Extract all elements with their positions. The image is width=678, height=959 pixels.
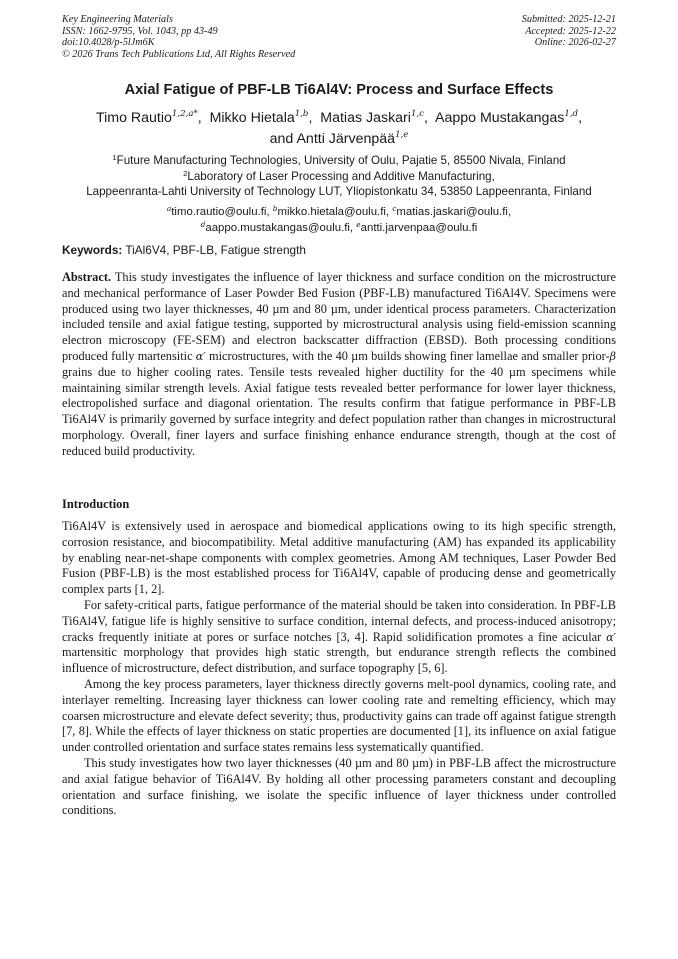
keywords-text: TiAl6V4, PBF-LB, Fatigue strength xyxy=(122,243,306,257)
author-line-1 xyxy=(62,108,616,129)
accepted-date: Accepted: 2025-12-22 xyxy=(525,25,616,37)
alpha-prime-symbol: α′ xyxy=(606,630,616,644)
doi: doi:10.4028/p-5lJm6K xyxy=(62,37,155,49)
author-list xyxy=(62,108,616,150)
email-marker: b xyxy=(272,204,278,213)
publication-info xyxy=(62,14,295,60)
abstract-text: microstructures, with the 40 µm builds showing finer lamellae and smaller prior- xyxy=(205,348,610,363)
intro-paragraph-2 xyxy=(62,598,616,677)
email-marker: d xyxy=(200,219,206,229)
keywords xyxy=(62,243,306,257)
author-affiliation-marker: 1,d xyxy=(564,109,579,119)
section-heading-introduction: Introduction xyxy=(62,497,130,511)
paragraph-text: martensitic morphology that provides high static strength, but endurance strength reflects the combined influence of microstructure, defect distribution, and surface topography [5, 6]. xyxy=(62,645,616,676)
abstract-text: This study investigates the influence of layer thickness and surface condition on the microstructure and mechanical performance of Laser Powder Bed Fusion (PBF-LB) manufactured Ti6Al4V. Specimens were produced using two layer thicknesses, 40 µm and 80 µm, under identical process parameters. Characterization included tensile and axial fatigue testing, supported by microstructural analysis using field-emission scanning electron microscopy (FE-SEM) and electron backscatter diffraction (EBSD). Both processing conditions produced fully martensitic xyxy=(62,270,616,363)
alpha-prime-symbol: α′ xyxy=(195,349,206,363)
author-emails xyxy=(40,205,638,236)
author-affiliation-marker: 1,e xyxy=(395,130,409,140)
paper-title: Axial Fatigue of PBF-LB Ti6Al4V: Process and Surface Effects xyxy=(124,82,554,98)
author-name: Timo Rautio xyxy=(95,110,172,126)
affiliation-2-continued: Lappeenranta-Lahti University of Technology LUT, Yliopistonkatu 34, 53850 Lappeenranta, Finland xyxy=(86,185,592,199)
author-name: Aappo Mustakangas xyxy=(435,110,565,126)
affiliation-text: Future Manufacturing Technologies, University of Oulu, Pajatie 5, 85500 Nivala, Finland xyxy=(116,154,566,167)
introduction-body xyxy=(62,519,616,819)
author-affiliation-marker: 1,2,a* xyxy=(171,109,198,119)
author-name: Matias Jaskari xyxy=(320,110,411,126)
intro-paragraph-4: This study investigates how two layer thicknesses (40 µm and 80 µm) in PBF-LB affect the microstructure and axial fatigue behavior of Ti6Al4V. By holding all other processing parameters constant and decoupling orientation and surface finishing, we isolate the specific influence of layer thickness under controlled conditions. xyxy=(62,755,616,818)
keywords-label: Keywords: xyxy=(62,243,123,257)
abstract-label: Abstract. xyxy=(62,270,112,284)
journal-name: Key Engineering Materials xyxy=(62,14,173,25)
author-separator: , xyxy=(423,110,435,126)
beta-symbol: β xyxy=(609,349,616,363)
email-line-1 xyxy=(40,205,638,221)
copyright-notice: © 2026 Trans Tech Publications Ltd, All Rights Reserved xyxy=(62,48,296,60)
author-separator: , xyxy=(197,110,210,126)
affiliation-2 xyxy=(40,169,638,185)
affiliation-marker: 2 xyxy=(183,168,188,178)
author-name: and Antti Järvenpää xyxy=(269,131,396,147)
issn-volume: ISSN: 1662-9795, Vol. 1043, pp 43-49 xyxy=(62,25,218,37)
author-affiliation-marker: 1,b xyxy=(294,109,309,119)
email-address: matias.jaskari@oulu.fi, xyxy=(396,206,512,218)
email-line-2 xyxy=(40,221,638,237)
affiliation-text: Laboratory of Laser Processing and Additive Manufacturing, xyxy=(187,169,495,183)
author-affiliation-marker: 1,c xyxy=(410,109,424,119)
publication-dates xyxy=(522,14,616,49)
affiliation-marker: 1 xyxy=(112,153,117,162)
email-marker: a xyxy=(166,204,172,213)
online-date: Online: 2026-02-27 xyxy=(534,37,616,49)
author-name: Mikko Hietala xyxy=(209,110,295,126)
author-separator: , xyxy=(308,110,321,126)
affiliations xyxy=(40,153,638,200)
email-address: aappo.mustakangas@oulu.fi, xyxy=(205,221,357,234)
email-address: antti.jarvenpaa@oulu.fi xyxy=(360,221,478,234)
intro-paragraph-1: Ti6Al4V is extensively used in aerospace and biomedical applications owing to its high specific strength, corrosion resistance, and biocompatibility. Metal additive manufacturing (AM) has expanded its applicability by enabling near-net-shape components with complex geometries. Among AM techniques, Laser Powder Bed Fusion (PBF-LB) is the most established process for Ti6Al4V, capable of producing dense and geometrically complex parts [1, 2]. xyxy=(62,519,616,597)
author-line-2 xyxy=(62,129,616,150)
submitted-date: Submitted: 2025-12-21 xyxy=(521,14,616,25)
abstract xyxy=(62,270,616,460)
email-address: timo.rautio@oulu.fi, xyxy=(171,206,273,218)
email-address: mikko.hietala@oulu.fi, xyxy=(277,206,393,218)
abstract-text: grains due to higher cooling rates. Tensile tests revealed higher ductility for the 40 µm specimens while maintaining similar strength levels. Axial fatigue tests revealed better performance for lower layer thickness, electropolished surface and diagonal orientation. The results confirm that fatigue performance in PBF-LB Ti6Al4V is primarily governed by surface integrity and defect population rather than changes in microstructural morphology. Overall, finer layers and surface finishing enhance endurance strength, though at the cost of reduced build productivity. xyxy=(62,364,616,458)
affiliation-1 xyxy=(40,153,638,169)
paragraph-text: For safety-critical parts, fatigue performance of the material should be taken into consideration. In PBF-LB Ti6Al4V, fatigue life is highly sensitive to surface condition, internal defects, and process-induced anisotropy; cracks frequently initiate at pores or surface notches [3, 4]. Rapid solidification promotes a fine acicular xyxy=(62,597,616,644)
author-separator: , xyxy=(578,110,583,126)
email-marker: e xyxy=(356,219,361,229)
intro-paragraph-3: Among the key process parameters, layer thickness directly governs melt-pool dynamics, cooling rate, and interlayer remelting. Increasing layer thickness can lower cooling rate and remelting efficiency, which may coarsen microstructure and elevate defect severity; thus, productivity gains can trade off against fatigue strength [7, 8]. While the effects of layer thickness on static properties are documented [1], its influence on axial fatigue under controlled orientation and surface states remains less systematically quantified. xyxy=(62,676,616,755)
email-marker: c xyxy=(392,204,397,213)
